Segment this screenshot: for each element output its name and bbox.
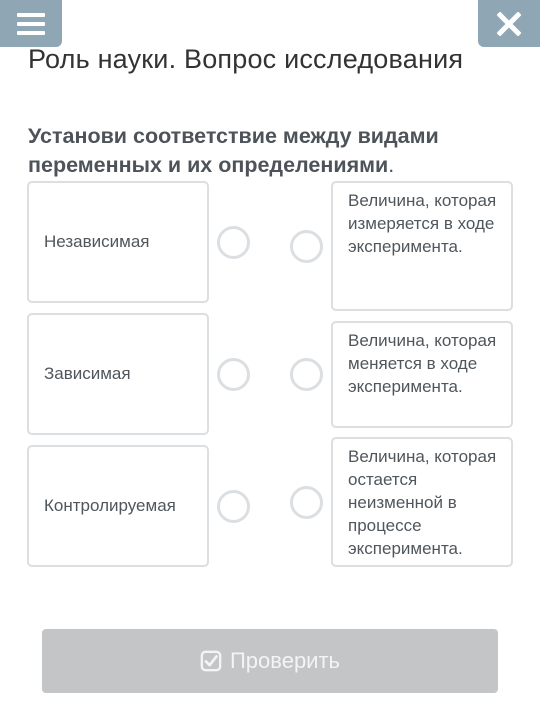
question-text [28, 122, 518, 180]
left-option-label: Независимая [44, 232, 150, 251]
right-option-unchanged[interactable] [331, 437, 513, 567]
left-option-label: Контролируемая [44, 496, 176, 515]
left-option-controlled[interactable] [27, 445, 209, 567]
right-option-label: Величина, которая измеряется в ходе эксперимента. [348, 191, 497, 256]
left-connector-radio-3[interactable] [217, 490, 250, 523]
left-option-dependent[interactable] [27, 313, 209, 435]
right-option-changed[interactable] [331, 321, 513, 428]
question-punctuation: . [388, 153, 395, 177]
question-body: Установи соответствие между видами переменных и их определениями [28, 124, 439, 177]
left-option-independent[interactable] [27, 181, 209, 303]
page-title: Роль науки. Вопрос исследования [28, 44, 464, 74]
right-option-label: Величина, которая меняется в ходе эксперимента. [348, 331, 497, 396]
close-button[interactable] [478, 0, 540, 47]
hamburger-menu-icon [17, 13, 45, 35]
left-option-label: Зависимая [44, 364, 131, 383]
left-connector-radio-1[interactable] [217, 226, 250, 259]
close-x-icon [497, 12, 521, 36]
checkbox-checked-icon [200, 650, 222, 672]
right-option-measured[interactable] [331, 181, 513, 311]
left-connector-radio-2[interactable] [217, 358, 250, 391]
menu-button[interactable] [0, 0, 62, 47]
right-option-label: Величина, которая остается неизменной в процессе эксперимента. [348, 447, 497, 558]
check-button-label: Проверить [229, 648, 341, 673]
right-connector-radio-2[interactable] [290, 358, 323, 391]
right-connector-radio-3[interactable] [290, 486, 323, 519]
check-button[interactable] [42, 629, 498, 693]
right-connector-radio-1[interactable] [290, 230, 323, 263]
